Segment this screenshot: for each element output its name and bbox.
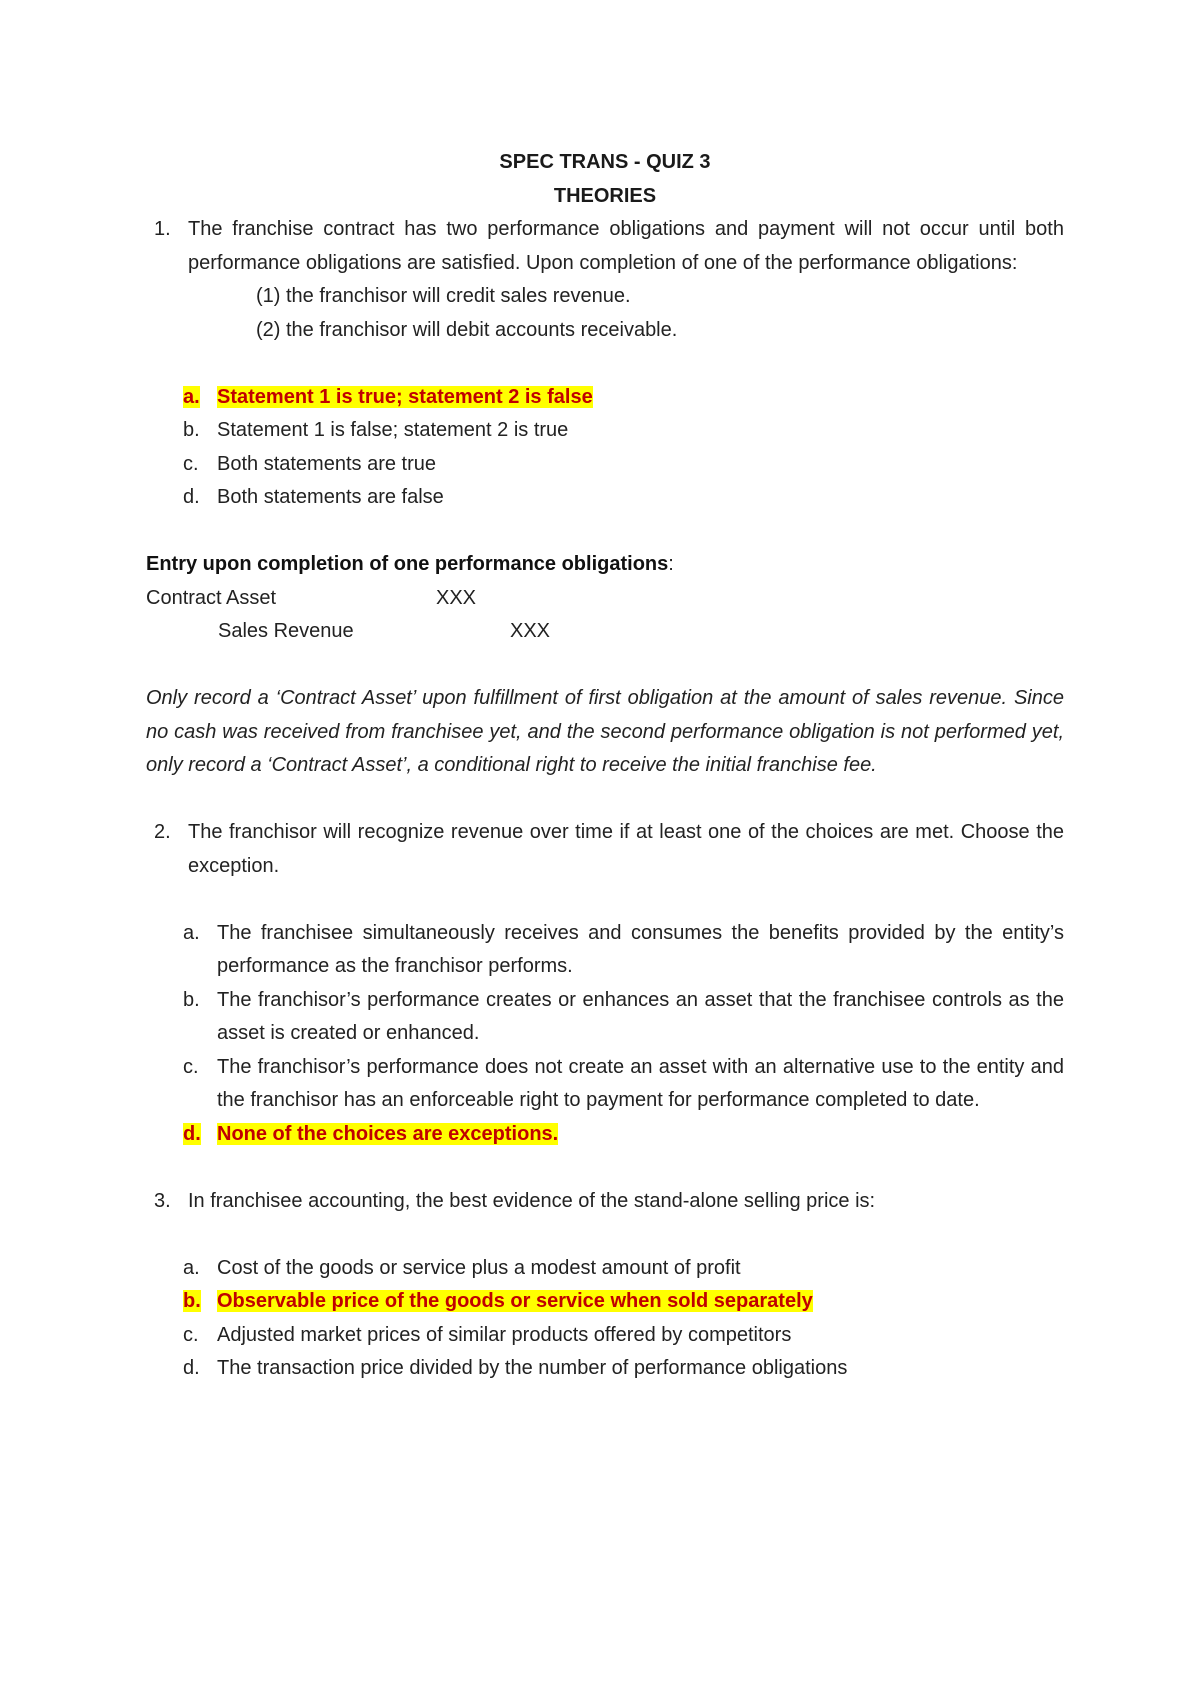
question-1-options [183,381,1064,515]
option-letter: a. [183,1256,200,1279]
question-2-options [183,917,1064,1152]
credit-account: Sales Revenue [218,620,354,642]
question-2-text: The franchisor will recognize revenue over time if at least one of the choices are met. Choose the exception. [188,821,1064,877]
q1-option-b [183,414,1064,448]
q3-option-d [183,1352,1064,1386]
section-heading: THEORIES [553,184,657,207]
option-text: The franchisee simultaneously receives and consumes the benefits provided by the entity’s performance as the franchisor performs. [217,921,1064,977]
option-text: Statement 1 is false; statement 2 is true [217,419,569,441]
option-letter: c. [183,1055,199,1078]
q2-option-d-correct [183,1118,1064,1152]
option-text: The franchisor’s performance creates or enhances an asset that the franchisee controls as the asset is created or enhanced. [217,988,1064,1044]
entry-debit-line [146,582,1064,616]
debit-account: Contract Asset [146,586,277,609]
option-text: Cost of the goods or service plus a modest amount of profit [217,1256,741,1279]
option-letter: a. [183,921,200,944]
credit-amount: XXX [510,620,551,642]
question-1-number: 1. [154,218,171,240]
q3-option-a [183,1252,1064,1286]
option-letter: a. [183,385,200,408]
option-text: Observable price of the goods or service when sold separately [217,1290,813,1312]
question-3-number: 3. [154,1189,171,1212]
option-letter: d. [183,1357,200,1379]
option-letter: c. [183,1323,199,1346]
option-text: Statement 1 is true; statement 2 is false [217,385,593,408]
option-letter: d. [183,486,200,508]
q1-option-a-correct [183,381,1064,415]
option-letter: d. [183,1122,201,1145]
q2-option-a [183,917,1064,984]
option-letter: c. [183,452,199,475]
option-text: None of the choices are exceptions. [217,1122,559,1145]
q3-option-c [183,1319,1064,1353]
debit-amount: XXX [436,586,477,609]
option-text: Both statements are false [217,486,444,508]
entry-explanation: Only record a ‘Contract Asset’ upon fulfillment of first obligation at the amount of sales revenue. Since no cash was received from franchisee yet, and the second performance obligation is not performed yet, only record a ‘Contract Asset’, a conditional right to receive the initial franchise fee. [146,687,1064,776]
q1-option-c [183,448,1064,482]
q1-option-d [183,481,1064,515]
option-letter: b. [183,988,200,1011]
q2-option-b [183,984,1064,1051]
statement-2: (2) the franchisor will debit accounts receivable. [256,318,678,341]
entry-heading: Entry upon completion of one performance obligations: [146,553,674,575]
option-text: The franchisor’s performance does not create an asset with an alternative use to the entity and the franchisor has an enforceable right to payment for performance completed to date. [217,1055,1064,1111]
q2-option-c [183,1051,1064,1118]
quiz-title: SPEC TRANS - QUIZ 3 [499,151,711,173]
question-2-number: 2. [154,821,171,843]
question-2 [146,816,1064,883]
option-text: Adjusted market prices of similar products offered by competitors [217,1323,792,1346]
question-1 [146,213,1064,280]
option-text: The transaction price divided by the number of performance obligations [217,1357,848,1379]
question-1-statements [256,280,1064,347]
statement-1: (1) the franchisor will credit sales revenue. [256,285,631,307]
q3-option-b-correct [183,1285,1064,1319]
document-page [146,146,1064,1386]
question-3-options [183,1252,1064,1386]
entry-credit-line [146,615,1064,649]
question-3 [146,1185,1064,1219]
question-1-text: The franchise contract has two performance obligations and payment will not occur until both performance obligations are satisfied. Upon completion of one of the performance obligations: [188,218,1064,274]
option-text: Both statements are true [217,452,437,475]
question-3-text: In franchisee accounting, the best evidence of the stand-alone selling price is: [188,1189,876,1212]
option-letter: b. [183,419,200,441]
option-letter: b. [183,1290,201,1312]
